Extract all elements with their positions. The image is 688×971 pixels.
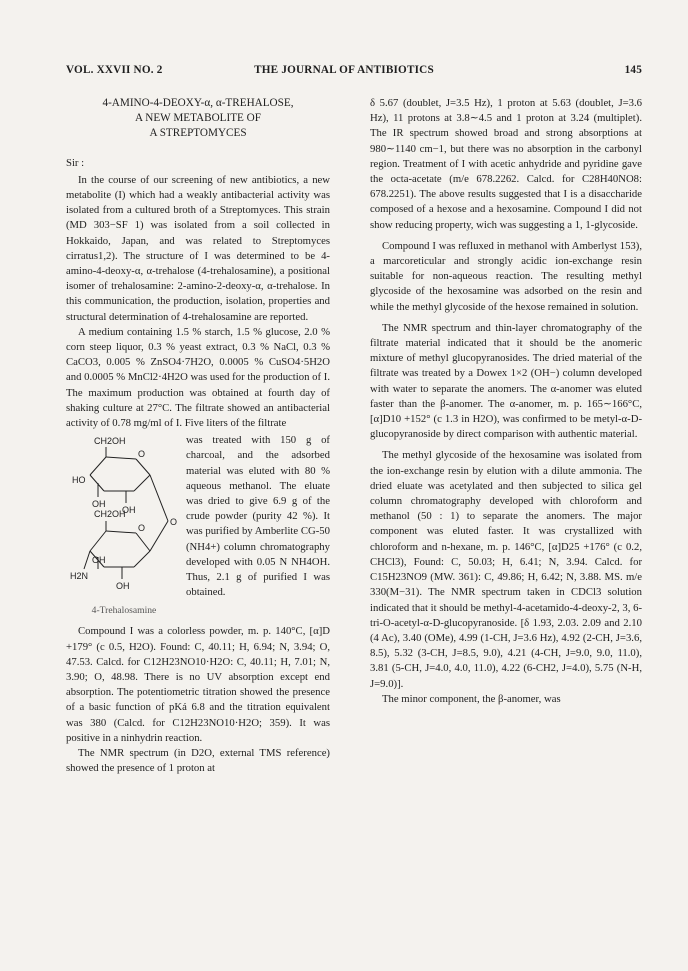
hydroxyl-label-3: OH [92,555,106,566]
nmr-intro-paragraph: The NMR spectrum (in D2O, external TMS reference) showed the presence of 1 proton at [66,747,330,775]
properties-paragraph: Compound I was a colorless powder, m. p. 140°C, [α]D +179° (c 0.5, H2O). Found: C, 40.11; H, 6.94; N, 3.94; O, 47.53. Calcd. for C12H23NO10·H2O: C, 40.11; H, 7.01; N, 3.90; O, 48.98. There is no UV absorption except end absorption. The potentiometric titration showed the presence of a basic function of pKá 6.8 and the titration equivalent was 380 (Calcd. for C12H23NO10·H2O; 359). It was positive in a ninhydrin reaction. [66,625,330,744]
structure-figure [66,433,182,618]
journal-title-header: THE JOURNAL OF ANTIBIOTICS [254,64,434,76]
article-title-line-1: 4-AMINO-4-DEOXY-α, α-TREHALOSE, [102,97,294,109]
article-title-line-3: A STREPTOMYCES [149,127,247,140]
hexosamine-glycoside-paragraph: The methyl glycoside of the hexosamine was isolated from the ion-exchange resin by elution with a dilute ammonia. The dried eluate was acetylated and then subjected to silica gel column chromatography developed with chloroform and methanol (50 : 1) to separate the anomers. The major component was eluted faster. It was crystallized with chloroform and n-hexane, m. p. 146°C, [α]D25 +176° (c 0.2, CHCl3), Found: C, 50.03; H, 6.41; N, 3.94. Calcd. for C15H23NO9 (MW. 361): C, 49.86; H, 6.42; N, 3.88. MS. m/e 330(M−31). The NMR spectrum taken in CDCl3 solution indicated that it should be methyl-4-acetamido-4-deoxy-2, 3, 6-tri-O-acetyl-α-D-glucopyranoside. [δ 1.93, 2.03. 2.09 and 2.10 (4 Ac), 3.40 (OMe), 4.99 (1-CH, J=3.6 Hz), 4.92 (2-CH, J=3.6, 8.5), 5.32 (3-CH, J=8.5, 9.0), 4.21 (4-CH, J=9.0, 9.0, 11.0), 3.81 (5-CH, J=4.0, 4.0, 11.0), 4.22 (6-CH2, J=4.0), 5.75 (N-H, J=9.0)]. [370,449,642,690]
ring-oxygen-bottom-label: O [138,523,146,534]
nmr-ir-paragraph: δ 5.67 (doublet, J=3.5 Hz), 1 proton at 5.63 (doublet, J=3.6 Hz), 11 protons at 3.8∼4.5 and 1 proton at 3.24 (multiplet). The IR spectrum showed broad and strong absorptions at 980∼1140 cm−1, but there was no absorption in the carbonyl region. Treatment of I with acetic anhydride and pyridine gave the octa-acetate (m/e 678.2262. Calcd. for C28H40NO8: 678.2251). The above results suggested that I is a disaccharide composed of a hexose and a hexosamine. Compound I did not show reducing property, wich was suggesting a 1, 1-glycoside. [370,97,642,231]
structure-figure-block [66,433,330,618]
ch2oh-bottom-label: CH2OH [94,509,126,520]
left-column [66,96,330,777]
hydroxyl-label-2: OH [122,505,136,516]
volume-header: VOL. XXVII NO. 2 [66,64,163,76]
methanolysis-paragraph: Compound I was refluxed in methanol with Amberlyst 153), a marcoreticular and strongly acidic ion-exchange resin suitable for non-aqueous reaction. The resulting methyl glycoside of the hexosamine was adsorbed on the resin and while the methyl glycoside of the hexose remained in solution. [370,239,642,313]
ch2oh-top-label: CH2OH [94,436,126,447]
ring-oxygen-top-label: O [138,449,146,460]
trehalosamine-structure-diagram [66,433,182,601]
amino-group-label: H2N [70,571,89,582]
figure-caption: 4-Trehalosamine [91,605,157,617]
right-column [370,96,642,707]
page-number: 145 [624,64,642,76]
minor-component-paragraph: The minor component, the β-anomer, was [382,692,561,705]
purification-paragraph: was treated with 150 g of charcoal, and the adsorbed material was eluted with 80 % aqueous methanol. The eluate was dried to give 6.9 g of the crude powder (purity 42 %). It was purified by Amberlite CG-50 (NH4+) column chromatography developed with 0.05 N NH4OH. Thus, 2.1 g of purified I was obtained. [186,434,330,599]
hydroxyl-ho-label: HO [72,475,86,486]
glycosidic-oxygen-label: O [170,517,178,528]
anomer-separation-paragraph: The NMR spectrum and thin-layer chromatography of the filtrate material indicated that it should be the anomeric mixture of methyl glucopyranosides. The dried material of the filtrate was treated by a Dowex 1×2 (OH−) column developed with water to separate the anomers. The α-anomer was eluted faster than the β-anomer. The α-anomer, m. p. 165∼166°C, [α]D10 +152° (c 1.3 in H2O), was confirmed to be metyl-α-D-glucopyranoside by direct comparison with authentic material. [370,321,642,441]
intro-paragraph: In the course of our screening of new antibiotics, a new metabolite (I) which had a weakly antibacterial activity was isolated from a cultured broth of a Streptomyces. This strain (MD 303−SF 1) was isolated from a soil collected in Hokkaido, Japan, and was related to Streptomyces cirratus1,2). The structure of I was determined to be 4-amino-4-deoxy-α, α-trehalose (4-trehalosamine), a positional isomer of trehalosamine: 2-amino-2-deoxy-α, α-trehalose. In this communication, the production, isolation, properties and structural determination of 4-trehalosamine are reported. [66,173,330,323]
article-title [66,96,330,142]
salutation: Sir : [66,156,85,169]
production-paragraph: A medium containing 1.5 % starch, 1.5 % glucose, 2.0 % corn steep liquor, 0.3 % yeast extract, 0.3 % NaCl, 0.3 % CaCO3, 0.005 % ZnSO4·7H2O, 0.0005 % CuSO4·5H2O and 0.0005 % MnCl2·4H2O was used for the production of I. The maximum production was obtained at fourth day of shaking culture at 27°C. The filtrate showed an antibacterial activity of 0.78 mg/ml of I. Five liters of the filtrate [66,325,330,430]
hydroxyl-label-4: OH [116,581,130,592]
hydroxyl-label-1: OH [92,499,106,510]
article-title-line-2: A NEW METABOLITE OF [135,112,261,125]
